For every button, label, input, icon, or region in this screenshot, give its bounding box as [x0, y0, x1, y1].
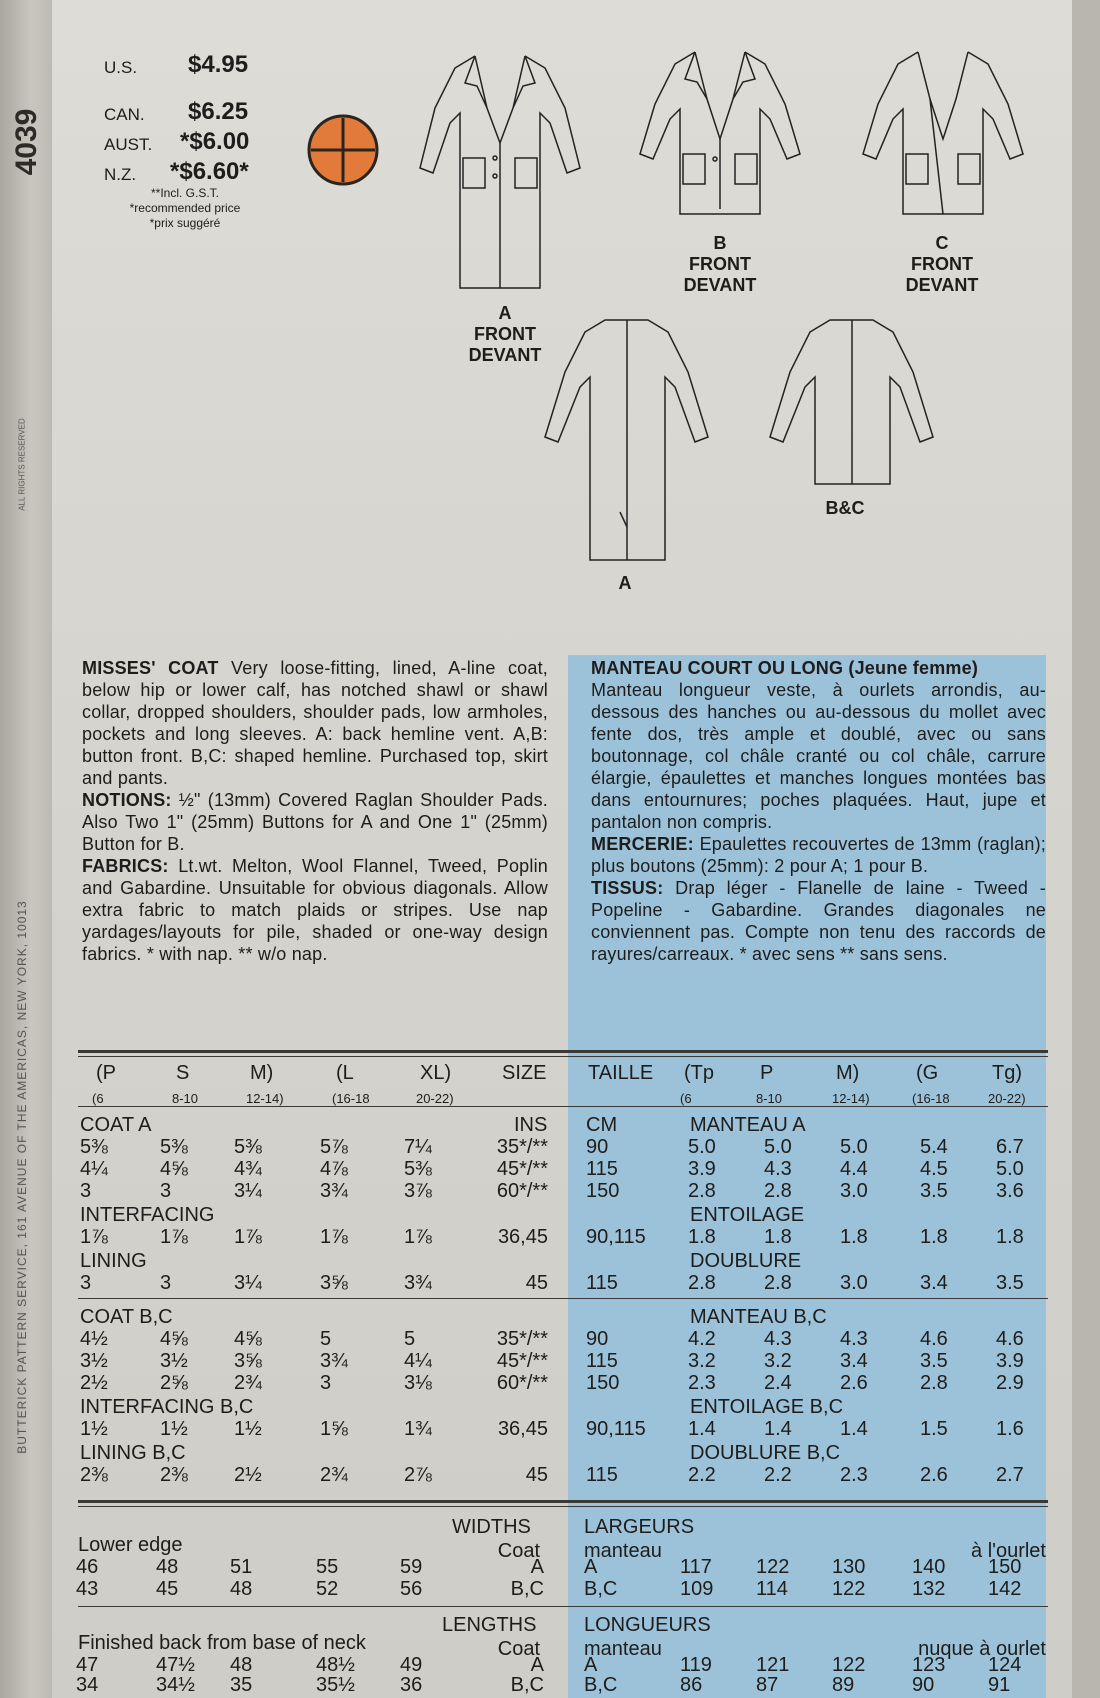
- length-en: 47: [76, 1654, 99, 1676]
- yardage-fr: 1.5: [920, 1418, 948, 1440]
- length-en: 35: [230, 1674, 253, 1696]
- width-view: A: [530, 1556, 544, 1578]
- width-fr: 150: [988, 1556, 1022, 1578]
- yardage-en: 1⅞: [404, 1226, 432, 1248]
- length-fr: 90: [912, 1674, 935, 1696]
- yardage-en: 2⅝: [160, 1372, 188, 1394]
- yardage-cm: 115: [586, 1464, 618, 1486]
- section-title-fr: DOUBLURE B,C: [690, 1442, 841, 1464]
- taille-subheader: 8-10: [756, 1091, 783, 1106]
- yardage-en: 1½: [160, 1418, 188, 1440]
- yardage-fr: 2.6: [920, 1464, 948, 1486]
- yardage-fr: 5.0: [764, 1136, 792, 1158]
- width-en: 51: [230, 1556, 253, 1578]
- french-title: MANTEAU COURT OU LONG (Jeune femme): [591, 658, 979, 678]
- largeurs-heading: LARGEURS: [584, 1516, 695, 1538]
- crosshair-logo-icon: [305, 112, 381, 188]
- length-en: 34½: [156, 1674, 195, 1696]
- length-fr: 87: [756, 1674, 779, 1696]
- section-title-en: COAT B,C: [80, 1306, 173, 1328]
- widths-heading: WIDTHS: [452, 1516, 531, 1538]
- length-view: B,C: [510, 1674, 544, 1696]
- yardage-fr: 2.8: [688, 1272, 716, 1294]
- price-notes: **Incl. G.S.T. *recommended price *prix suggéré: [129, 186, 241, 230]
- yardage-fr: 2.9: [996, 1372, 1024, 1394]
- length-fr: 124: [988, 1654, 1022, 1676]
- width-view: B,C: [510, 1578, 544, 1600]
- price-aust: AUST. *$6.00: [104, 128, 250, 155]
- yardage-ins: 36,45: [497, 1418, 548, 1440]
- section-title-fr: DOUBLURE: [690, 1250, 802, 1272]
- size-header: XL): [420, 1062, 452, 1084]
- yardage-en: 5⅜: [234, 1136, 262, 1158]
- width-fr: 142: [988, 1578, 1022, 1600]
- yardage-en: 3¼: [234, 1272, 262, 1294]
- size-subheader: 8-10: [172, 1091, 199, 1106]
- finished-back-label: Finished back from base of neck: [78, 1632, 366, 1654]
- a-lourlet-label: à l'ourlet: [971, 1540, 1046, 1562]
- yardage-fr: 5.4: [920, 1136, 948, 1158]
- yardage-en: 4¼: [80, 1158, 108, 1180]
- size-label: SIZE: [502, 1062, 547, 1084]
- yardage-fr: 2.2: [764, 1464, 792, 1486]
- yardage-en: 3⅝: [320, 1272, 348, 1294]
- length-fr: 119: [680, 1654, 712, 1676]
- yardage-fr: 4.2: [688, 1328, 716, 1350]
- yardage-en: 2⅜: [80, 1464, 108, 1486]
- yardage-en: 1¾: [404, 1418, 432, 1440]
- yardage-en: 1½: [80, 1418, 108, 1440]
- yardage-en: 2½: [234, 1464, 262, 1486]
- price-can: CAN. $6.25: [104, 98, 249, 125]
- yardage-en: 5: [404, 1328, 416, 1350]
- yardage-fr: 2.7: [996, 1464, 1024, 1486]
- label-bc-back: B&C: [825, 498, 865, 518]
- yardage-en: 4⅝: [160, 1158, 188, 1180]
- length-fr: 122: [832, 1654, 866, 1676]
- yardage-fr: 3.5: [920, 1180, 948, 1202]
- yardage-en: 3: [320, 1372, 332, 1394]
- table-rule: [78, 1056, 1048, 1057]
- coat-label: Coat: [497, 1638, 540, 1660]
- yardage-fr: 2.8: [764, 1180, 792, 1202]
- width-en: 46: [76, 1556, 99, 1578]
- yardage-cm: 115: [586, 1272, 618, 1294]
- cm-label: CM: [586, 1114, 618, 1136]
- yardage-ins: 60*/**: [496, 1180, 548, 1202]
- yardage-en: 1½: [234, 1418, 262, 1440]
- length-en: 48½: [316, 1654, 355, 1676]
- lengths-heading: LENGTHS: [442, 1614, 537, 1636]
- label-c-front: C FRONT DEVANT: [905, 233, 979, 295]
- width-fr: 122: [832, 1578, 866, 1600]
- yardage-ins: 60*/**: [496, 1372, 548, 1394]
- yardage-cm: 115: [586, 1158, 618, 1180]
- length-fr: 89: [832, 1674, 855, 1696]
- yardage-fr: 2.4: [764, 1372, 792, 1394]
- yardage-fr: 5.0: [688, 1136, 716, 1158]
- section-title-fr: ENTOILAGE: [690, 1204, 805, 1226]
- width-fr: 132: [912, 1578, 946, 1600]
- yardage-cm: 90,115: [586, 1418, 646, 1440]
- yardage-fr: 4.3: [840, 1328, 868, 1350]
- yardage-fr: 4.4: [840, 1158, 868, 1180]
- length-view: A: [530, 1654, 544, 1676]
- taille-header: P: [760, 1062, 774, 1084]
- yardage-ins: 36,45: [497, 1226, 548, 1248]
- yardage-fr: 2.8: [688, 1180, 716, 1202]
- yardage-fr: 4.6: [920, 1328, 948, 1350]
- yardage-cm: 115: [586, 1350, 618, 1372]
- section-title-en: COAT A: [80, 1114, 152, 1136]
- label-a-back: A: [618, 573, 632, 593]
- yardage-en: 3½: [80, 1350, 108, 1372]
- table-rule: [78, 1298, 1048, 1299]
- yardage-fr: 3.2: [764, 1350, 792, 1372]
- yardage-fr: 1.4: [840, 1418, 868, 1440]
- yardage-fr: 1.8: [920, 1226, 948, 1248]
- length-en: 49: [400, 1654, 423, 1676]
- yardage-fr: 2.2: [688, 1464, 716, 1486]
- price-nz: N.Z. *$6.60*: [104, 158, 249, 185]
- yardage-en: 4⅝: [160, 1328, 188, 1350]
- taille-subheader: (16-18: [912, 1091, 950, 1106]
- width-en: 59: [400, 1556, 423, 1578]
- yardage-en: 2¾: [234, 1372, 262, 1394]
- length-fr: 91: [988, 1674, 1011, 1696]
- yardage-fr: 1.8: [688, 1226, 716, 1248]
- yardage-fr: 1.6: [996, 1418, 1024, 1440]
- size-subheader: (6: [92, 1091, 104, 1106]
- label-a-front: A FRONT DEVANT: [468, 303, 542, 365]
- yardage-en: 3⅞: [404, 1180, 432, 1202]
- yardage-en: 4¾: [234, 1158, 262, 1180]
- width-fr-view: A: [584, 1556, 598, 1578]
- length-fr-view: A: [584, 1654, 598, 1676]
- yardage-fr: 3.4: [920, 1272, 948, 1294]
- width-fr: 130: [832, 1556, 866, 1578]
- taille-header: Tg): [992, 1062, 1022, 1084]
- yardage-cm: 150: [586, 1180, 620, 1202]
- manteau-label: manteau: [584, 1540, 662, 1562]
- yardage-fr: 4.3: [764, 1158, 792, 1180]
- taille-subheader: 20-22): [988, 1091, 1026, 1106]
- length-fr: 121: [756, 1654, 790, 1676]
- yardage-cm: 90,115: [586, 1226, 646, 1248]
- ins-label: INS: [514, 1114, 548, 1136]
- size-header: (L: [336, 1062, 354, 1084]
- table-rule: [78, 1106, 1048, 1107]
- longueurs-heading: LONGUEURS: [584, 1614, 711, 1636]
- table-rule: [78, 1506, 1048, 1507]
- yardage-fr: 4.5: [920, 1158, 948, 1180]
- width-en: 55: [316, 1556, 339, 1578]
- yardage-cm: 90: [586, 1136, 609, 1158]
- yardage-en: 3: [80, 1180, 92, 1202]
- yardage-ins: 45: [525, 1464, 548, 1486]
- yardage-fr: 2.8: [764, 1272, 792, 1294]
- yardage-fr: 3.5: [996, 1272, 1024, 1294]
- taille-label: TAILLE: [588, 1062, 654, 1084]
- yardage-fr: 1.4: [688, 1418, 716, 1440]
- english-title: MISSES' COAT: [82, 658, 219, 678]
- width-fr: 140: [912, 1556, 946, 1578]
- yardage-fr: 3.0: [840, 1180, 868, 1202]
- yardage-fr: 3.4: [840, 1350, 868, 1372]
- yardage-en: 3¼: [234, 1180, 262, 1202]
- yardage-fr: 4.6: [996, 1328, 1024, 1350]
- width-en: 48: [230, 1578, 253, 1600]
- yardage-en: 3: [160, 1180, 172, 1202]
- section-title-en: LINING: [80, 1250, 147, 1272]
- table-rule: [78, 1050, 1048, 1053]
- length-fr: 86: [680, 1674, 703, 1696]
- yardage-fr: 3.6: [996, 1180, 1024, 1202]
- yardage-en: 4⅝: [234, 1328, 262, 1350]
- yardage-en: 2½: [80, 1372, 108, 1394]
- yardage-fr: 1.8: [840, 1226, 868, 1248]
- yardage-en: 5⅜: [80, 1136, 108, 1158]
- coat-bc-back-drawing: [765, 312, 935, 492]
- width-en: 43: [76, 1578, 99, 1600]
- size-header: (P: [96, 1062, 116, 1084]
- size-subheader: 12-14): [246, 1091, 284, 1106]
- yardage-en: 5: [320, 1328, 332, 1350]
- yardage-cm: 90: [586, 1328, 609, 1350]
- width-en: 56: [400, 1578, 423, 1600]
- yardage-en: 3⅛: [404, 1372, 432, 1394]
- coat-b-front-drawing: [635, 44, 805, 219]
- lower-edge-label: Lower edge: [78, 1534, 183, 1556]
- yardage-fr: 1.4: [764, 1418, 792, 1440]
- yardage-en: 1⅞: [160, 1226, 188, 1248]
- coat-a-front-drawing: [415, 48, 585, 293]
- yardage-fr: 1.8: [996, 1226, 1024, 1248]
- section-title-fr: ENTOILAGE B,C: [690, 1396, 844, 1418]
- english-description: MISSES' COAT Very loose-fitting, lined, A-line coat, below hip or lower calf, has notched shawl or shawl collar, dropped shoulders, shoulder pads, low armholes, pockets and long sleeves. A: back hemline vent. A,B: button front. B,C: shaped hemline. Purchased top, skirt and pants. NOTIONS: ½" (13mm) Covered Raglan Shoulder Pads. Also Two 1" (25mm) Buttons for A and One 1" (25mm) Button for B. FABRICS: Lt.wt. Melton, Wool Flannel, Tweed, Poplin and Gabardine. Unsuitable for obvious diagonals. Allow extra fabric to match plaids or stripes. Use nap yardages/layouts for pile, shaded or one-way design fabrics. * with nap. ** w/o nap.: [82, 658, 548, 964]
- taille-header: M): [836, 1062, 860, 1084]
- size-subheader: 20-22): [416, 1091, 454, 1106]
- publisher-address: BUTTERICK PATTERN SERVICE, 161 AVENUE OF THE AMERICAS, NEW YORK, 10013: [15, 900, 29, 1454]
- yardage-fr: 2.3: [688, 1372, 716, 1394]
- yardage-en: 5⅜: [404, 1158, 432, 1180]
- coat-c-front-drawing: [858, 44, 1028, 219]
- width-en: 45: [156, 1578, 179, 1600]
- yardage-en: 5⅜: [160, 1136, 188, 1158]
- yardage-en: 4⅞: [320, 1158, 348, 1180]
- label-b-front: B FRONT DEVANT: [683, 233, 757, 295]
- yardage-fr: 3.5: [920, 1350, 948, 1372]
- taille-subheader: 12-14): [832, 1091, 870, 1106]
- length-en: 48: [230, 1654, 253, 1676]
- french-description: MANTEAU COURT OU LONG (Jeune femme) Manteau longueur veste, à ourlets arrondis, au-dessous des hanches ou au-dessous du mollet avec fente dos, très ample et doublé, avec ou sans boutonnage, col châle cranté ou col châle, carrure élargie, épaulettes et manches longues montées bas dans entournures; poches plaquées. Haut, jupe et pantalon non compris. MERCERIE: Epaulettes recouvertes de 13mm (raglan); plus boutons (25mm): 2 pour A; 1 pour B. TISSUS: Drap léger - Flanelle de laine - Tweed - Popeline - Gabardine. Grandes diagonales ne conviennent pas. Compte non tenu des raccords de rayures/carreaux. * avec sens ** sans sens.: [591, 658, 1046, 964]
- yardage-en: 1⅞: [80, 1226, 108, 1248]
- table-rule: [78, 1606, 1048, 1607]
- yardage-en: 3¾: [404, 1272, 432, 1294]
- yardage-fr: 3.9: [688, 1158, 716, 1180]
- pattern-number: 4039: [10, 108, 43, 176]
- price-us: U.S. $4.95: [104, 51, 249, 78]
- size-header: M): [250, 1062, 274, 1084]
- yardage-en: 2⅞: [404, 1464, 432, 1486]
- yardage-cm: 150: [586, 1372, 620, 1394]
- length-fr: 123: [912, 1654, 946, 1676]
- yardage-fr: 5.0: [996, 1158, 1024, 1180]
- yardage-fr: 3.9: [996, 1350, 1024, 1372]
- yardage-fr: 5.0: [840, 1136, 868, 1158]
- width-fr: 114: [756, 1578, 788, 1600]
- manteau-label: manteau: [584, 1638, 662, 1660]
- yardage-fr: 2.3: [840, 1464, 868, 1486]
- yardage-fr: 1.8: [764, 1226, 792, 1248]
- yardage-en: 3: [160, 1272, 172, 1294]
- yardage-en: 3: [80, 1272, 92, 1294]
- yardage-en: 1⅞: [234, 1226, 262, 1248]
- yardage-en: 4½: [80, 1328, 108, 1350]
- section-title-fr: MANTEAU A: [690, 1114, 806, 1136]
- size-subheader: (16-18: [332, 1091, 370, 1106]
- width-fr: 109: [680, 1578, 714, 1600]
- table-rule: [78, 1500, 1048, 1503]
- yardage-fr: 3.2: [688, 1350, 716, 1372]
- yardage-en: 2¾: [320, 1464, 348, 1486]
- length-en: 47½: [156, 1654, 195, 1676]
- width-fr: 117: [680, 1556, 712, 1578]
- coat-label: Coat: [497, 1540, 540, 1562]
- taille-subheader: (6: [680, 1091, 692, 1106]
- copyright-text: ALL RIGHTS RESERVED: [17, 418, 27, 511]
- size-header: S: [176, 1062, 190, 1084]
- yardage-en: 3⅝: [234, 1350, 262, 1372]
- yardage-fr: 6.7: [996, 1136, 1024, 1158]
- yardage-en: 5⅞: [320, 1136, 348, 1158]
- section-title-en: INTERFACING: [80, 1204, 215, 1226]
- width-fr: 122: [756, 1556, 790, 1578]
- length-en: 36: [400, 1674, 423, 1696]
- section-title-fr: MANTEAU B,C: [690, 1306, 827, 1328]
- yardage-en: 3½: [160, 1350, 188, 1372]
- yardage-ins: 45*/**: [496, 1350, 548, 1372]
- yardage-ins: 45*/**: [496, 1158, 548, 1180]
- length-en: 35½: [316, 1674, 355, 1696]
- section-title-en: INTERFACING B,C: [80, 1396, 254, 1418]
- coat-a-back-drawing: [540, 312, 710, 564]
- taille-header: (Tp: [684, 1062, 714, 1084]
- yardage-en: 1⅝: [320, 1418, 348, 1440]
- yardage-fr: 4.3: [764, 1328, 792, 1350]
- yardage-en: 2⅜: [160, 1464, 188, 1486]
- yardage-en: 3¾: [320, 1180, 348, 1202]
- yardage-en: 1⅞: [320, 1226, 348, 1248]
- length-en: 34: [76, 1674, 99, 1696]
- yardage-en: 7¼: [404, 1136, 432, 1158]
- yardage-en: 3¾: [320, 1350, 348, 1372]
- yardage-ins: 35*/**: [496, 1328, 548, 1350]
- yardage-en: 4¼: [404, 1350, 432, 1372]
- yardage-ins: 35*/**: [496, 1136, 548, 1158]
- yardage-fr: 3.0: [840, 1272, 868, 1294]
- envelope-spine: [0, 0, 52, 1698]
- width-fr-view: B,C: [584, 1578, 618, 1600]
- length-fr-view: B,C: [584, 1674, 618, 1696]
- width-en: 52: [316, 1578, 339, 1600]
- width-en: 48: [156, 1556, 179, 1578]
- taille-header: (G: [916, 1062, 939, 1084]
- yardage-fr: 2.8: [920, 1372, 948, 1394]
- yardage-fr: 2.6: [840, 1372, 868, 1394]
- nuque-label: nuque à ourlet: [918, 1638, 1046, 1660]
- yardage-ins: 45: [525, 1272, 548, 1294]
- section-title-en: LINING B,C: [80, 1442, 186, 1464]
